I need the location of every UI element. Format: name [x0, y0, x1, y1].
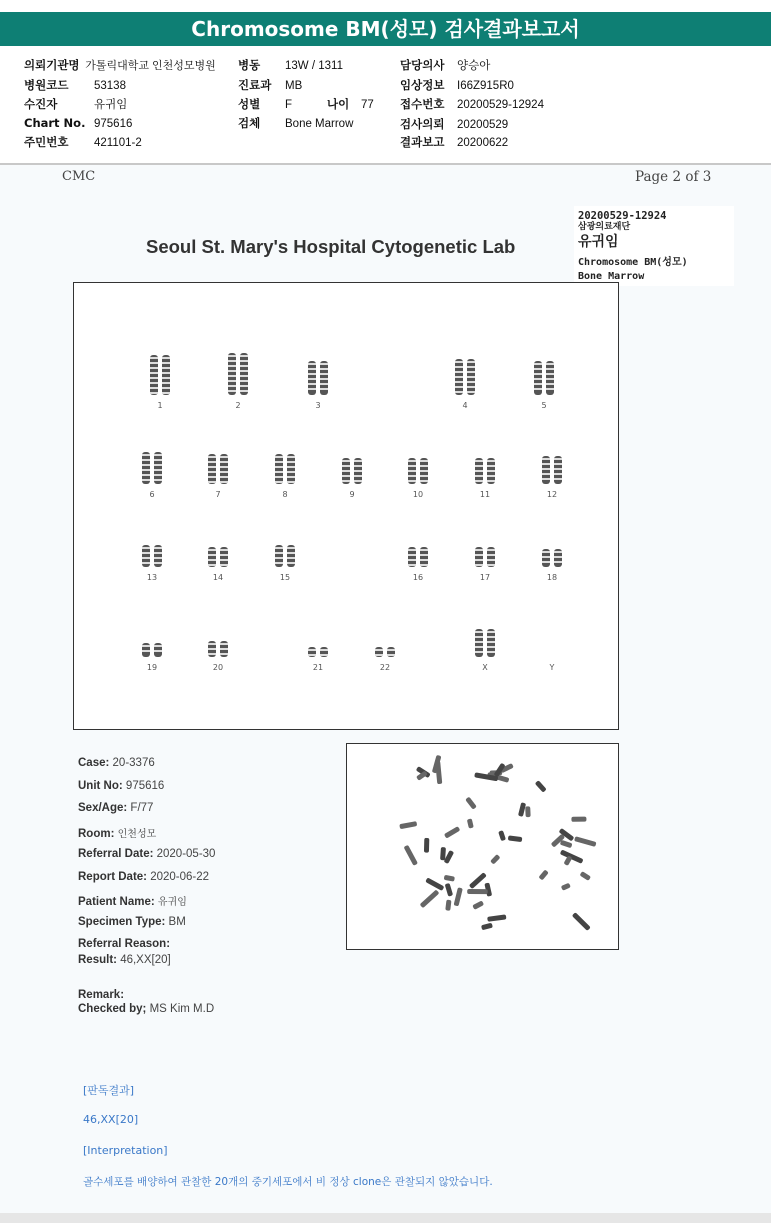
metaphase-chromosome: [445, 900, 451, 911]
interpretation-result: 46,XX[20]: [83, 1113, 139, 1126]
page-bottom-bar: [0, 1213, 771, 1223]
chromosome-label-2: 2: [235, 401, 241, 410]
metaphase-chromosome: [454, 887, 463, 906]
metaphase-chromosome: [444, 826, 460, 839]
chromosome-pair-3: [303, 359, 333, 397]
chromosome-label-3: 3: [315, 401, 321, 410]
info-checked-by: Checked by; MS Kim M.D: [78, 1003, 215, 1015]
meta-hospital-code: [24, 77, 126, 93]
meta-label: 주민번호: [24, 135, 69, 149]
label-receipt: 20200529-12924: [578, 210, 667, 222]
meta-label: 결과보고: [400, 135, 445, 149]
meta-label: 검체: [238, 116, 261, 130]
metaphase-chromosome: [580, 871, 592, 881]
chromosome-label-4: 4: [462, 401, 468, 410]
meta-label: 병원코드: [24, 78, 69, 92]
meta-value: 20200622: [457, 137, 509, 149]
metaphase-chromosome: [469, 872, 487, 889]
chromosome-pair-12: [537, 454, 567, 486]
chromosome-pair-20: [203, 639, 233, 659]
chromosome-pair-10: [403, 456, 433, 486]
metaphase-chromosome: [571, 817, 586, 822]
chromosome-label-12: 12: [546, 490, 558, 499]
chromosome-label-16: 16: [412, 573, 424, 582]
meta-chart-no: [24, 116, 132, 130]
info-report-date: Report Date: 2020-06-22: [78, 871, 210, 883]
chromosome-pair-22: [370, 645, 400, 659]
label-patient: 유귀임: [578, 234, 619, 250]
metaphase-chromosome: [440, 847, 446, 860]
metaphase-spread-panel: [346, 743, 619, 950]
metaphase-chromosome: [535, 780, 547, 793]
metaphase-chromosome: [498, 830, 506, 841]
chromosome-pair-9: [337, 456, 367, 486]
meta-label: 진료과: [238, 78, 272, 92]
info-result: Result: 46,XX[20]: [78, 954, 171, 966]
chromosome-pair-4: [450, 357, 480, 397]
chromosome-pair-19: [137, 641, 167, 659]
metaphase-chromosome: [487, 914, 506, 921]
chromosome-label-9: 9: [349, 490, 355, 499]
meta-value: 13W / 1311: [285, 60, 343, 72]
metaphase-chromosome: [538, 869, 548, 880]
chromosome-label-13: 13: [146, 573, 158, 582]
label-lab: 삼광의료재단: [578, 222, 631, 232]
info-patient-name: Patient Name: 유귀임: [78, 896, 187, 908]
interpretation-heading: [판독결과]: [83, 1084, 135, 1097]
chromosome-pair-5: [529, 359, 559, 397]
report-header-left: CMC: [62, 169, 96, 184]
chromosome-label-15: 15: [279, 573, 291, 582]
chromosome-label-5: 5: [541, 401, 547, 410]
info-case: Case: 20-3376: [78, 757, 155, 769]
metaphase-chromosome: [490, 854, 500, 865]
chromosome-pair-8: [270, 452, 300, 486]
label-test: Chromosome BM(성모): [578, 257, 688, 268]
metaphase-chromosome: [404, 845, 418, 866]
meta-value: 77: [361, 99, 374, 111]
metaphase-chromosome: [525, 806, 530, 817]
chromosome-label-7: 7: [215, 490, 221, 499]
metaphase-chromosome: [467, 889, 488, 894]
chromosome-label-Y: Y: [549, 663, 555, 672]
meta-label: 성별: [238, 97, 261, 111]
chromosome-label-1: 1: [157, 401, 163, 410]
metaphase-chromosome: [560, 840, 573, 848]
meta-value: 421101-2: [94, 137, 142, 149]
meta-sex: [238, 96, 292, 112]
interpretation-heading-en: [Interpretation]: [83, 1144, 168, 1157]
meta-label: 담당의사: [400, 58, 445, 72]
metaphase-chromosome: [467, 818, 474, 828]
meta-specimen: [238, 115, 353, 131]
chromosome-label-11: 11: [479, 490, 491, 499]
metaphase-chromosome: [399, 821, 417, 829]
metaphase-chromosome: [572, 912, 591, 931]
metaphase-spread-image: [347, 744, 618, 949]
chromosome-label-17: 17: [479, 573, 491, 582]
chromosome-label-X: X: [482, 663, 488, 672]
meta-value: 20200529-12924: [457, 99, 544, 111]
chromosome-pair-1: [145, 353, 175, 397]
chromosome-pair-15: [270, 543, 300, 569]
metaphase-chromosome: [425, 877, 444, 891]
chromosome-pair-14: [203, 545, 233, 569]
label-specimen: Bone Marrow: [578, 271, 645, 282]
chromosome-label-10: 10: [412, 490, 424, 499]
info-remark: Remark:: [78, 989, 125, 1001]
meta-label: 검사의뢰: [400, 117, 445, 131]
meta-label: 접수번호: [400, 97, 445, 111]
meta-value: 가톨릭대학교 인천성모병원: [85, 60, 216, 72]
meta-hospital: [24, 57, 216, 73]
info-referral-reason: Referral Reason:: [78, 938, 171, 950]
info-specimen-type: Specimen Type: BM: [78, 916, 186, 928]
interpretation-text: 골수세포를 배양하여 관찰한 20개의 중기세포에서 비 정상 clone은 관찰되지 않았습니다.: [83, 1176, 493, 1188]
report-title-bar: [0, 12, 771, 46]
specimen-label: [574, 206, 734, 286]
chromosome-label-8: 8: [282, 490, 288, 499]
chromosome-label-20: 20: [212, 663, 224, 672]
info-room: Room: 인천성모: [78, 828, 157, 840]
meta-label: 의뢰기관명: [24, 58, 80, 72]
chromosome-label-21: 21: [312, 663, 324, 672]
chromosome-pair-2: [223, 351, 253, 397]
meta-label: 임상정보: [400, 78, 445, 92]
meta-value: 975616: [94, 118, 133, 130]
chromosome-label-6: 6: [149, 490, 155, 499]
chromosome-label-22: 22: [379, 663, 391, 672]
meta-value: MB: [285, 80, 303, 92]
chromosome-pair-21: [303, 645, 333, 659]
meta-label: 나이: [327, 97, 350, 111]
info-referral-date: Referral Date: 2020-05-30: [78, 848, 216, 860]
info-unit-no: Unit No: 975616: [78, 780, 165, 792]
metaphase-chromosome: [560, 849, 584, 863]
info-sex-age: Sex/Age: F/77: [78, 802, 154, 814]
chromosome-pair-6: [137, 450, 167, 486]
meta-patient: [24, 96, 127, 112]
chromosome-pair-16: [403, 545, 433, 569]
meta-request-date: [400, 116, 508, 132]
meta-label: Chart No.: [24, 116, 86, 130]
meta-report-date: [400, 134, 508, 150]
chromosome-pair-17: [470, 545, 500, 569]
lab-title: Seoul St. Mary's Hospital Cytogenetic Lab: [146, 236, 516, 257]
meta-value: I66Z915R0: [457, 80, 514, 92]
meta-value: 53138: [94, 80, 126, 92]
metaphase-chromosome: [445, 883, 453, 897]
metaphase-chromosome: [481, 923, 493, 931]
meta-resident-no: [24, 134, 142, 150]
meta-ward: [238, 57, 343, 73]
metaphase-chromosome: [424, 838, 429, 853]
meta-department: [238, 77, 302, 93]
meta-age: [327, 96, 374, 112]
meta-value: Bone Marrow: [285, 118, 354, 130]
metaphase-chromosome: [420, 889, 440, 908]
meta-label: 수진자: [24, 97, 58, 111]
chromosome-pair-11: [470, 456, 500, 486]
meta-value: 20200529: [457, 119, 509, 131]
chromosome-label-14: 14: [212, 573, 224, 582]
meta-doctor: [400, 57, 490, 73]
meta-value: 양승아: [457, 60, 491, 72]
meta-value: 유귀임: [94, 99, 128, 111]
metaphase-chromosome: [472, 900, 484, 910]
metaphase-chromosome: [518, 802, 526, 817]
meta-label: 병동: [238, 58, 261, 72]
metaphase-chromosome: [465, 797, 477, 810]
metaphase-chromosome: [444, 875, 455, 882]
report-page-number: Page 2 of 3: [635, 169, 712, 185]
report-title: Chromosome BM(성모) 검사결과보고서: [191, 17, 580, 41]
chromosome-pair-13: [137, 543, 167, 569]
metaphase-chromosome: [508, 835, 523, 842]
metaphase-chromosome: [574, 836, 596, 847]
meta-receipt-no: [400, 96, 544, 112]
meta-clinical-info: [400, 77, 514, 93]
chromosome-pair-7: [203, 452, 233, 486]
chromosome-pair-X: [470, 627, 500, 659]
karyogram-panel: [73, 282, 619, 730]
meta-value: F: [285, 99, 293, 111]
chromosome-label-18: 18: [546, 573, 558, 582]
chromosome-pair-18: [537, 547, 567, 569]
chromosome-label-19: 19: [146, 663, 158, 672]
metaphase-chromosome: [561, 883, 571, 891]
